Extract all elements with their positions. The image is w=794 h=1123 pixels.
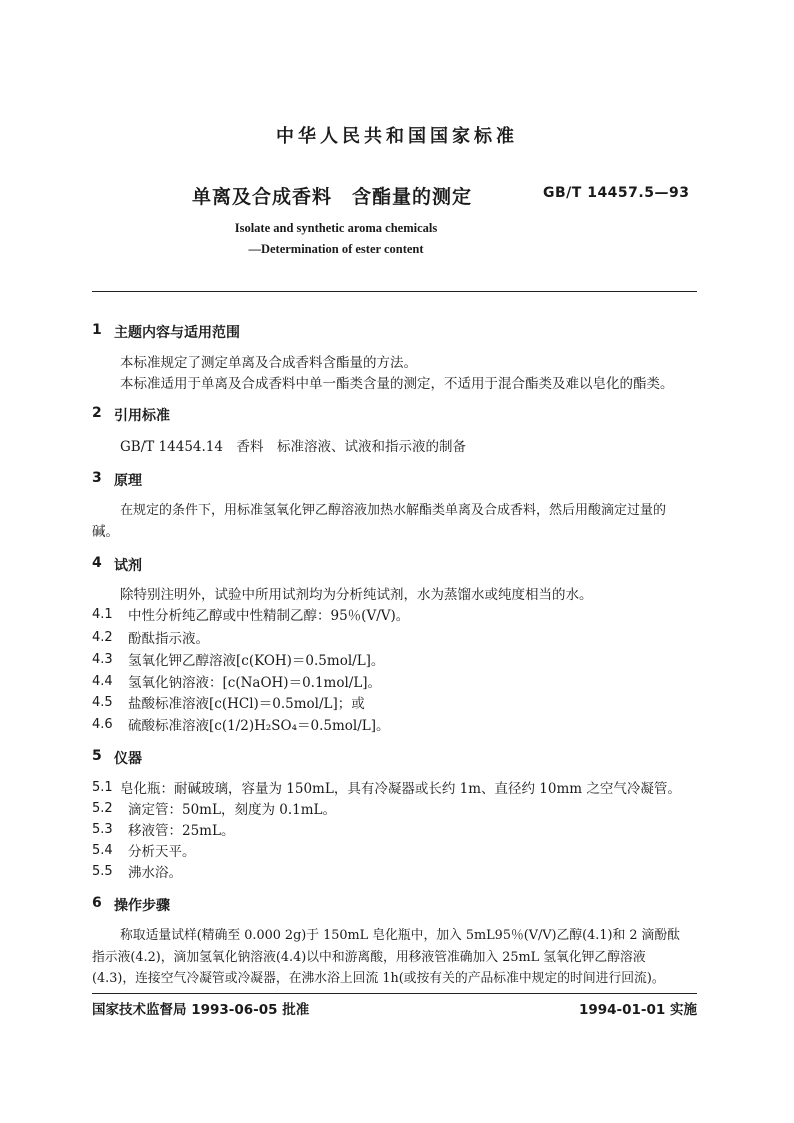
apparatus-item-text: 滴定管：50mL，刻度为 0.1mL。	[128, 802, 336, 818]
apparatus-item-number: 5.2	[92, 801, 113, 816]
apparatus-item-text: 分析天平。	[128, 844, 196, 860]
reagent-item-text: 酚酞指示液。	[128, 631, 209, 647]
apparatus-item-number: 5.5	[92, 864, 113, 879]
section-3-paragraph-line1: 在规定的条件下，用标准氢氧化钾乙醇溶液加热水解酯类单离及合成香料，然后用酸滴定过量的	[120, 503, 667, 518]
section-5-title: 仪器	[114, 751, 142, 767]
section-6-paragraph-line2: 指示液(4.2)，滴加氢氧化钠溶液(4.4)以中和游离酸，用移液管准确加入 25mL 氢氧化钾乙醇溶液	[92, 950, 646, 965]
section-2-reference: GB/T 14454.14 香料 标准溶液、试液和指示液的制备	[120, 439, 466, 455]
effective-date: 1994-01-01 实施	[578, 1002, 697, 1018]
section-1-number: 1	[92, 322, 102, 338]
document-title-cn: 单离及合成香料 含酯量的测定	[192, 186, 473, 208]
section-6-number: 6	[92, 895, 102, 911]
approval-date: 国家技术监督局 1993-06-05 批准	[92, 1002, 310, 1018]
section-4-title: 试剂	[114, 558, 142, 574]
reagent-item-text: 盐酸标准溶液[c(HCl)＝0.5mol/L]；或	[128, 696, 365, 712]
section-6-paragraph-line1: 称取适量试样(精确至 0.000 2g)于 150mL 皂化瓶中，加入 5mL95％(V/V)乙醇(4.1)和 2 滴酚酞	[120, 928, 680, 943]
reagent-item-text: 硫酸标准溶液[c(1/2)H₂SO₄＝0.5mol/L]。	[128, 718, 390, 734]
section-6-title: 操作步骤	[114, 898, 170, 914]
reagent-item-number: 4.5	[92, 695, 113, 710]
section-1-paragraph-1: 本标准规定了测定单离及合成香料含酯量的方法。	[120, 355, 417, 371]
national-standard-heading: 中华人民共和国国家标准	[276, 126, 518, 147]
apparatus-item-text: 皂化瓶：耐碱玻璃，容量为 150mL，具有冷凝器或长约 1m、直径约 10mm 之空气冷凝管。	[120, 781, 681, 797]
section-4-number: 4	[92, 555, 102, 571]
document-title-en-line2: —Determination of ester content	[248, 242, 424, 256]
section-1-paragraph-2: 本标准适用于单离及合成香料中单一酯类含量的测定，不适用于混合酯类及难以皂化的酯类。	[120, 376, 674, 392]
reagent-item-number: 4.1	[92, 607, 113, 622]
apparatus-item-text: 沸水浴。	[128, 865, 182, 881]
footer-rule	[92, 993, 697, 994]
reagent-item-number: 4.2	[92, 630, 113, 645]
reagent-item-number: 4.4	[92, 674, 113, 689]
section-3-title: 原理	[114, 473, 142, 489]
apparatus-item-number: 5.1	[92, 780, 113, 795]
section-5-number: 5	[92, 748, 102, 764]
section-6-paragraph-line3: (4.3)，连接空气冷凝管或冷凝器，在沸水浴上回流 1h(或按有关的产品标准中规定的时间进行回流)。	[92, 971, 665, 986]
header-rule	[92, 291, 697, 292]
reagent-item-number: 4.6	[92, 717, 113, 732]
section-3-number: 3	[92, 470, 102, 486]
document-title-en-line1: Isolate and synthetic aroma chemicals	[234, 221, 438, 235]
reagent-item-text: 氢氧化钠溶液：[c(NaOH)＝0.1mol/L]。	[128, 675, 382, 691]
section-1-title: 主题内容与适用范围	[114, 325, 240, 341]
section-4-intro: 除特别注明外，试验中所用试剂均为分析纯试剂，水为蒸馏水或纯度相当的水。	[120, 587, 593, 603]
standard-code: GB/T 14457.5—93	[543, 185, 690, 201]
apparatus-item-text: 移液管：25mL。	[128, 823, 235, 839]
section-3-paragraph-line2: 碱。	[92, 524, 119, 540]
apparatus-item-number: 5.4	[92, 843, 113, 858]
apparatus-item-number: 5.3	[92, 822, 113, 837]
section-2-title: 引用标准	[114, 408, 170, 424]
reagent-item-number: 4.3	[92, 652, 113, 667]
reagent-item-text: 中性分析纯乙醇或中性精制乙醇：95％(V/V)。	[128, 608, 410, 624]
section-2-number: 2	[92, 405, 102, 421]
reagent-item-text: 氢氧化钾乙醇溶液[c(KOH)＝0.5mol/L]。	[128, 653, 385, 669]
